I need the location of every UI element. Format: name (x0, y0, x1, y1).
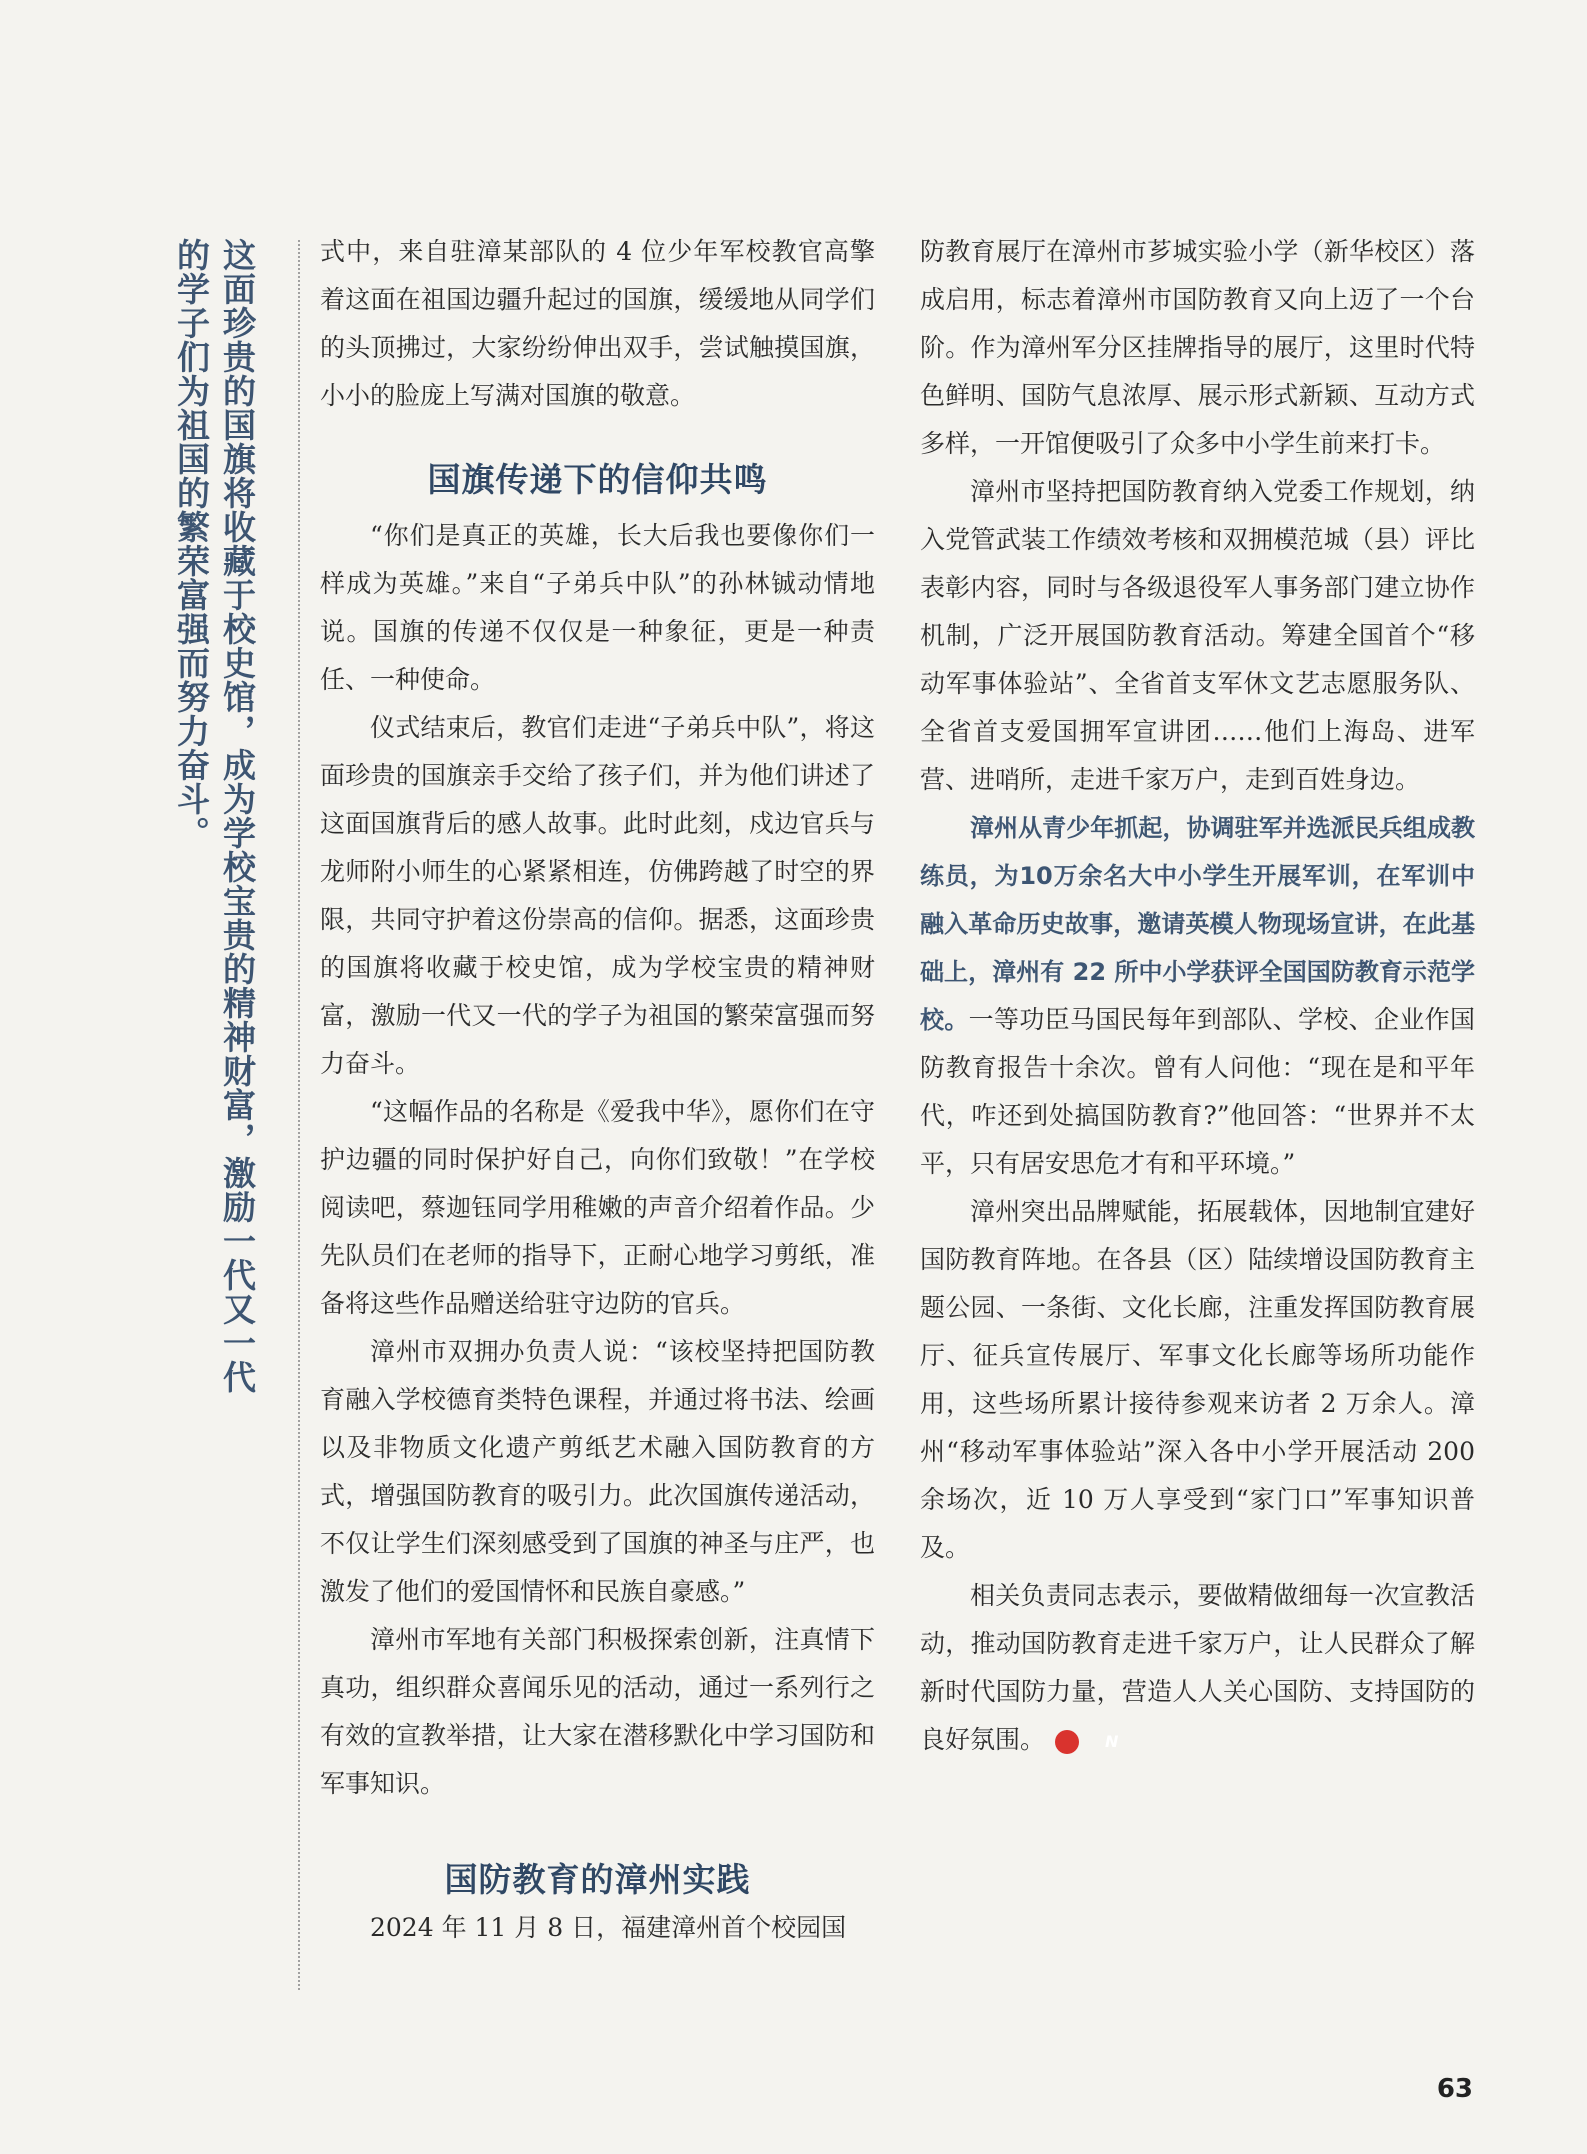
paragraph: 防教育展厅在漳州市芗城实验小学（新华校区）落成启用，标志着漳州市国防教育又向上迈了一个台阶。作为漳州军分区挂牌指导的展厅，这里时代特色鲜明、国防气息浓厚、展示形式新颖、互动方式多样，一开馆便吸引了众多中小学生前来打卡。 (920, 237, 1475, 458)
pull-quote (150, 238, 260, 1498)
paragraph: 漳州市双拥办负责人说：“该校坚持把国防教育融入学校德育类特色课程，并通过将书法、绘画以及非物质文化遗产剪纸艺术融入国防教育的方式，增强国防教育的吸引力。此次国旗传递活动，不仅让学生们深刻感受到了国旗的神圣与庄严，也激发了他们的爱国情怀和民族自豪感。” (320, 1337, 875, 1606)
paragraph-text: 相关负责同志表示，要做精做细每一次宣教活动，推动国防教育走进千家万户，让人民群众了解新时代国防力量，营造人人关心国防、支持国防的良好氛围。 (920, 1581, 1475, 1754)
paragraph: 漳州市军地有关部门积极探索创新，注真情下真功，组织群众喜闻乐见的活动，通过一系列行之有效的宣教举措，让大家在潜移默化中学习国防和军事知识。 (320, 1625, 875, 1798)
left-column (320, 228, 875, 1952)
highlighted-text: 漳州从青少年抓起，协调驻军并选派民兵组成教练员，为10万余名大中小学生开展军训，在军训中融入革命历史故事，邀请英模人物现场宣讲，在此基础上，漳州有 22 所中小学获评全国国防教育示范学校。 (920, 814, 1475, 1034)
paragraph (920, 804, 1475, 1188)
paragraph: “这幅作品的名称是《爱我中华》，愿你们在守护边疆的同时保护好自己，向你们致敬！”在学校阅读吧，蔡迦钰同学用稚嫩的声音介绍着作品。少先队员们在老师的指导下，正耐心地学习剪纸，准备将这些作品赠送给驻守边防的官兵。 (320, 1097, 875, 1318)
paragraph-text: 一等功臣马国民每年到部队、学校、企业作国防教育报告十余次。曾有人问他：“现在是和平年代，咋还到处搞国防教育?”他回答：“世界并不太平，只有居安思危才有和平环境。” (920, 1005, 1475, 1178)
pull-quote-line-1: 这面珍贵的国旗将收藏于校史馆，成为学校宝贵的精神财富，激励一代又一代 (218, 238, 257, 1394)
section-heading: 国旗传递下的信仰共鸣 (427, 460, 768, 499)
column-divider (298, 240, 300, 1990)
section-heading: 国防教育的漳州实践 (444, 1860, 751, 1899)
paragraph (920, 1572, 1475, 1764)
page-number: 63 (1436, 2074, 1473, 2104)
paragraph: 漳州突出品牌赋能，拓展载体，因地制宜建好国防教育阵地。在各县（区）陆续增设国防教育主题公园、一条街、文化长廊，注重发挥国防教育展厅、征兵宣传展厅、军事文化长廊等场所功能作用，这些场所累计接待参观来访者 2 万余人。漳州“移动军事体验站”深入各中小学开展活动 200 余场次，近 10 万人享受到“家门口”军事知识普及。 (920, 1197, 1475, 1562)
pull-quote-line-2: 的学子们为祖国的繁荣富强而努力奋斗。 (172, 238, 211, 850)
paragraph: 仪式结束后，教官们走进“子弟兵中队”，将这面珍贵的国旗亲手交给了孩子们，并为他们讲述了这面国旗背后的感人故事。此时此刻，戍边官兵与龙师附小师生的心紧紧相连，仿佛跨越了时空的界限，共同守护着这份崇高的信仰。据悉，这面珍贵的国旗将收藏于校史馆，成为学校宝贵的精神财富，激励一代又一代的学子为祖国的繁荣富强而努力奋斗。 (320, 713, 875, 1078)
paragraph: 式中，来自驻漳某部队的 4 位少年军校教官高擎着这面在祖国边疆升起过的国旗，缓缓地从同学们的头顶拂过，大家纷纷伸出双手，尝试触摸国旗，小小的脸庞上写满对国旗的敬意。 (320, 237, 875, 410)
paragraph: “你们是真正的英雄，长大后我也要像你们一样成为英雄。”来自“子弟兵中队”的孙林铖动情地说。国旗的传递不仅仅是一种象征，更是一种责任、一种使命。 (320, 521, 875, 694)
end-mark-icon: N (1055, 1730, 1079, 1754)
paragraph: 漳州市坚持把国防教育纳入党委工作规划，纳入党管武装工作绩效考核和双拥模范城（县）评比表彰内容，同时与各级退役军人事务部门建立协作机制，广泛开展国防教育活动。筹建全国首个“移动军事体验站”、全省首支军休文艺志愿服务队、全省首支爱国拥军宣讲团……他们上海岛、进军营、进哨所，走进千家万户，走到百姓身边。 (920, 477, 1475, 794)
paragraph: 2024 年 11 月 8 日，福建漳州首个校园国 (370, 1913, 847, 1942)
right-column (920, 228, 1475, 1764)
